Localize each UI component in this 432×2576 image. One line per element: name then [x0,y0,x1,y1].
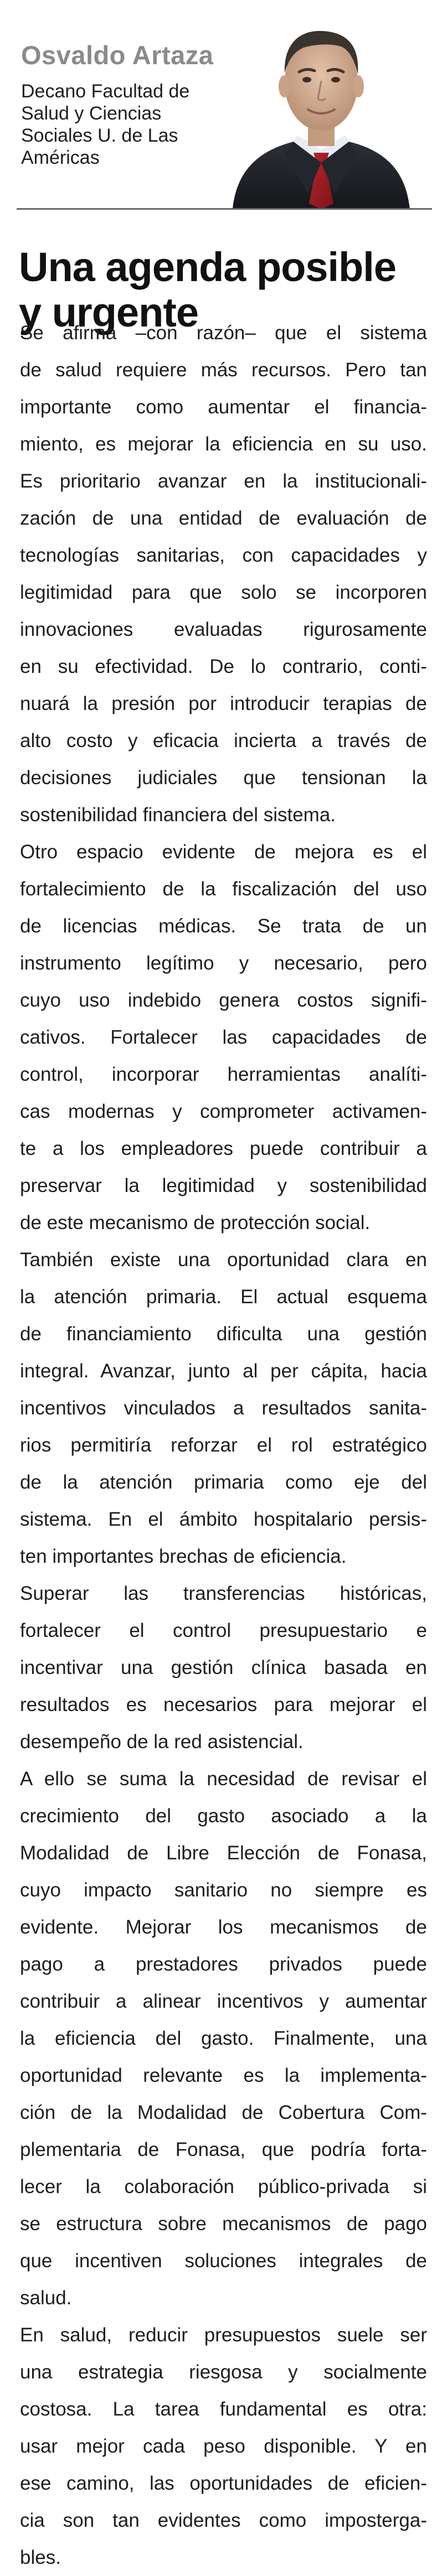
body-line: decisiones judiciales que tensionan la [20,767,427,789]
body-line: se estructura sobre mecanismos de pago [20,2213,427,2235]
body-line: A ello se suma la necesidad de revisar el [20,1768,427,1790]
body-line: de la atención primaria como eje del [20,1471,427,1493]
body-line: una estrategia riesgosa y socialmente [20,2361,427,2383]
body-line: rios permitiría reforzar el rol estratégico [20,1434,427,1456]
article-body [20,314,427,2576]
body-line: sostenibilidad financiera del sistema. [20,804,336,826]
body-line: evidente. Mejorar los mecanismos de [20,1916,427,1938]
body-line: la atención primaria. El actual esquema [20,1286,427,1308]
body-line: alto costo y eficacia incierta a través de [20,730,427,751]
body-line: te a los empleadores puede contribuir a [20,1138,427,1159]
body-line: cuyo impacto sanitario no siempre es [20,1879,427,1901]
byline-header [0,0,432,221]
body-line: cativos. Fortalecer las capacidades de [20,1027,427,1048]
body-line: ese camino, las oportunidades de eficien- [20,2473,427,2494]
body-line: pago a prestadores privados puede [20,1953,427,1975]
body-line: la eficiencia del gasto. Finalmente, una [20,2028,427,2049]
body-line: plementaria de Fonasa, que podría forta- [20,2139,427,2160]
body-line: incentivos vinculados a resultados sanita- [20,1397,427,1419]
body-line: desempeño de la red asistencial. [20,1731,304,1753]
headline: Una agenda posible y urgente [19,243,397,335]
body-line: sistema. En el ámbito hospitalario persis- [20,1509,427,1530]
body-line: contribuir a alinear incentivos y aumentar [20,1991,427,2012]
body-line: bles. [20,2547,61,2568]
body-line: en su efectividad. De lo contrario, conti- [20,656,427,677]
body-line: control, incorporar herramientas analíti- [20,1064,427,1085]
body-line: salud. [20,2287,72,2309]
author-role: Decano Facultad de Salud y Ciencias Sociales U. de Las Américas [21,81,190,168]
body-line: que incentiven soluciones integrales de [20,2250,427,2272]
body-line: fortalecimiento de la fiscalización del uso [20,878,427,900]
body-line: cas modernas y comprometer activamen- [20,1101,427,1122]
body-line: incentivar una gestión clínica basada en [20,1657,427,1678]
body-line: ción de la Modalidad de Cobertura Com- [20,2102,427,2123]
body-line: Superar las transferencias históricas, [20,1583,427,1604]
body-line: de este mecanismo de protección social. [20,1212,371,1233]
author-name: Osvaldo Artaza [21,40,214,70]
body-line: miento, es mejorar la eficiencia en su uso. [20,433,427,455]
body-line: Es prioritario avanzar en la institucionali- [20,470,427,492]
body-line: innovaciones evaluadas rigurosamente [20,619,427,640]
body-line: En salud, reducir presupuestos suele ser [20,2324,427,2346]
body-line: Otro espacio evidente de mejora es el [20,841,427,863]
body-line: cuyo uso indebido genera costos signifi- [20,989,427,1011]
body-line: de financiamiento dificulta una gestión [20,1323,427,1345]
body-line: usar mejor cada peso disponible. Y en [20,2435,427,2457]
body-line: de salud requiere más recursos. Pero tan [20,359,427,381]
body-line: legitimidad para que solo se incorporen [20,582,427,603]
body-line: También existe una oportunidad clara en [20,1249,427,1271]
body-line: lecer la colaboración público-privada si [20,2176,427,2197]
header-divider [17,208,432,210]
body-line: de licencias médicas. Se trata de un [20,915,427,937]
body-line: Se afirma –con razón– que el sistema [20,322,427,344]
body-line: integral. Avanzar, junto al per cápita, hacia [20,1360,427,1382]
body-line: preservar la legitimidad y sostenibilidad [20,1175,427,1196]
body-line: cia son tan evidentes como imposterga- [20,2510,427,2531]
body-line: fortalecer el control presupuestario e [20,1620,427,1641]
author-portrait [210,21,421,209]
body-line: importante como aumentar el financia- [20,396,427,418]
body-line: crecimiento del gasto asociado a la [20,1805,427,1827]
body-line: zación de una entidad de evaluación de [20,507,427,529]
body-line: ten importantes brechas de eficiencia. [20,1546,347,1567]
body-line: costosa. La tarea fundamental es otra: [20,2398,427,2420]
body-line: oportunidad relevante es la implementa- [20,2065,427,2086]
body-line: nuará la presión por introducir terapias de [20,693,427,714]
body-line: instrumento legítimo y necesario, pero [20,952,427,974]
body-line: Modalidad de Libre Elección de Fonasa, [20,1842,427,1864]
body-line: tecnologías sanitarias, con capacidades y [20,545,427,566]
body-line: resultados es necesarios para mejorar el [20,1694,427,1715]
